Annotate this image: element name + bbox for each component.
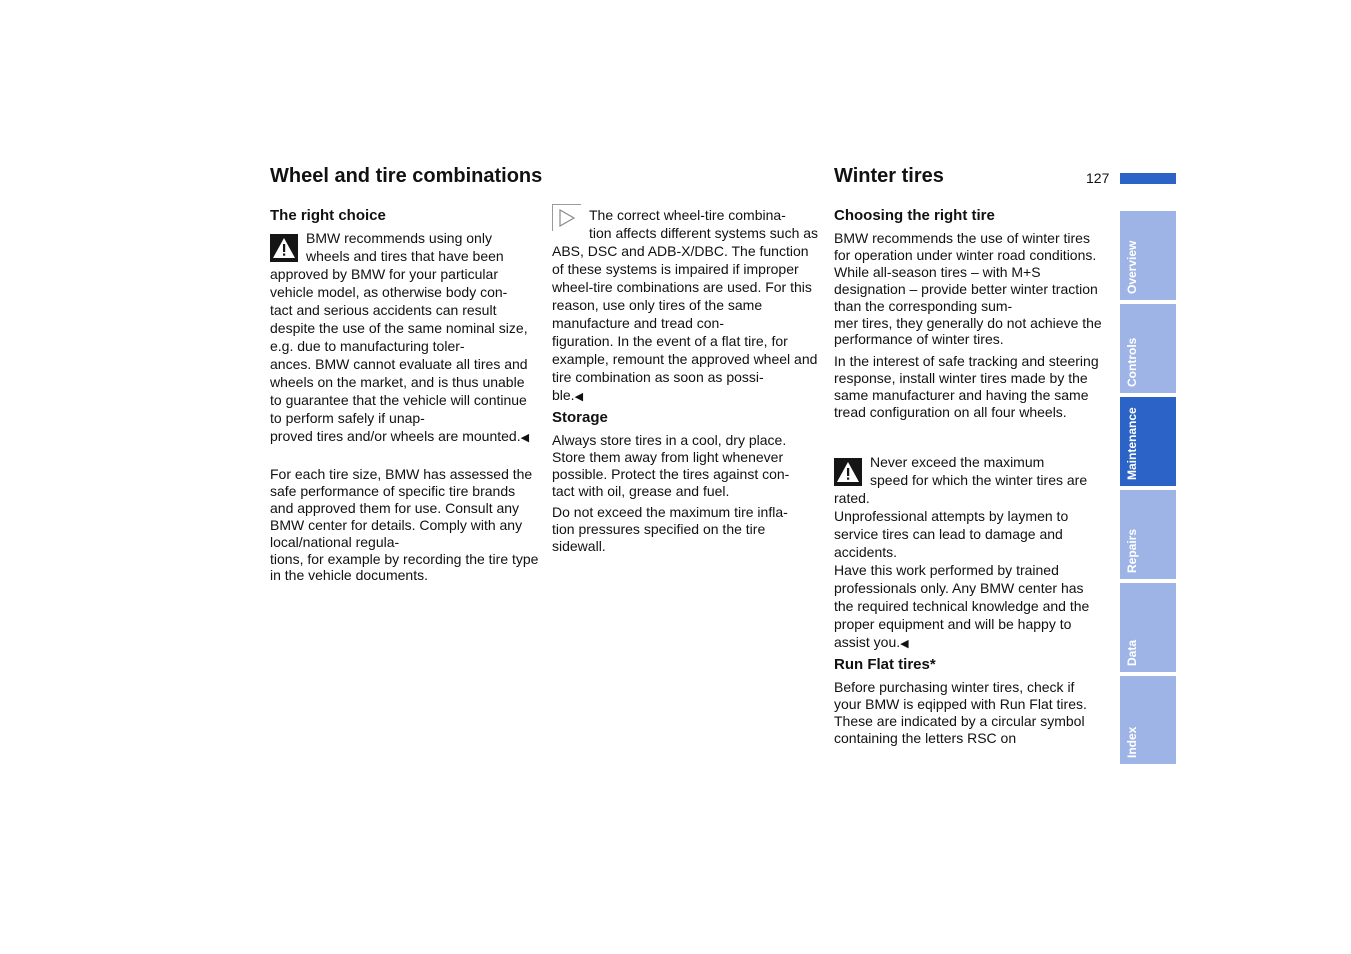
choosing-text-1: BMW recommends the use of winter tires for operation under winter road conditions. While all-season tires – with M+S designation – provide better winter traction than the corresponding sum- mer tires, they generally do not achieve the performance of winter tires. bbox=[834, 230, 1102, 348]
tab-controls[interactable] bbox=[1120, 304, 1176, 393]
end-mark-icon: ◀ bbox=[574, 391, 584, 403]
warning-text-right-choice: BMW recommends using only wheels and tires that have been approved by BMW for your particular vehicle model, as otherwise body con- tact and serious accidents can result despite the use of the same nominal size, e.g. due to manufacturing toler- ances. BMW cannot evaluate all tires and wheels on the market, and is thus unable to guarantee that the vehicle will continue to perform safely if unap- proved tires and/or wheels are mounted.◀ bbox=[270, 230, 530, 444]
end-mark-icon: ◀ bbox=[520, 432, 530, 444]
run-flat-text: Before purchasing winter tires, check if your BMW is eqipped with Run Flat tires. These are indicated by a circular symbol containing the letters RSC on bbox=[834, 679, 1087, 746]
heading-storage: Storage bbox=[552, 409, 608, 426]
note-play-icon bbox=[552, 204, 581, 231]
end-mark-icon: ◀ bbox=[900, 638, 909, 650]
warning-block-winter bbox=[834, 454, 1104, 653]
note-block-wheel-tire bbox=[552, 207, 822, 406]
tab-repairs-label: Repairs bbox=[1125, 528, 1139, 573]
page-number: 127 bbox=[1086, 170, 1110, 186]
tab-data-label: Data bbox=[1125, 639, 1139, 666]
warning-block-right-choice bbox=[270, 230, 540, 447]
choosing-text-2: In the interest of safe tracking and steering response, install winter tires made by the same manufacturer and having the same tread configuration on all four wheels. bbox=[834, 353, 1099, 420]
tab-overview[interactable] bbox=[1120, 211, 1176, 300]
section-title-wheel-tire: Wheel and tire combinations bbox=[270, 165, 543, 187]
warning-icon bbox=[270, 234, 298, 262]
tab-maintenance[interactable] bbox=[1120, 397, 1176, 486]
warning-text-winter: Never exceed the maximum speed for which the winter tires are rated. Unprofessional attempts by laymen to service tires can lead to damage and accidents. Have this work performed by trained professionals only. Any BMW center has the required technical knowledge and the proper equipment and will be happy to assist you.◀ bbox=[834, 454, 1090, 650]
tab-repairs[interactable] bbox=[1120, 490, 1176, 579]
heading-run-flat: Run Flat tires* bbox=[834, 656, 936, 673]
storage-text-2: Do not exceed the maximum tire infla- tion pressures specified on the tire sidewall. bbox=[552, 504, 788, 554]
paragraph-tire-size: For each tire size, BMW has assessed the safe performance of specific tire brands and approved them for use. Consult any BMW center for details. Comply with any local/national regula- tions, for example by recording the tire type in the vehicle documents. bbox=[270, 466, 539, 584]
tab-index[interactable] bbox=[1120, 676, 1176, 764]
tab-index-label: Index bbox=[1125, 726, 1139, 758]
storage-text-1: Always store tires in a cool, dry place. Store them away from light whenever possible. Protect the tires against con- tact with oil, grease and fuel. bbox=[552, 432, 790, 499]
heading-choosing-right-tire: Choosing the right tire bbox=[834, 207, 995, 224]
heading-right-choice: The right choice bbox=[270, 207, 386, 224]
warning-icon bbox=[834, 458, 862, 486]
page-marker-bar bbox=[1120, 173, 1176, 184]
tab-maintenance-label: Maintenance bbox=[1125, 407, 1139, 480]
note-text-wheel-tire: The correct wheel-tire combina- tion affects different systems such as ABS, DSC and ADB-X/DBC. The function of these systems is impaired if improper wheel-tire combinations are used. For this reason, use only tires of the same manufacture and tread con- figuration. In the event of a flat tire, for example, remount the approved wheel and tire combination as soon as possi- ble.◀ bbox=[552, 207, 819, 403]
tab-controls-label: Controls bbox=[1125, 337, 1139, 387]
tab-overview-label: Overview bbox=[1125, 240, 1139, 294]
tab-data[interactable] bbox=[1120, 583, 1176, 672]
section-title-winter-tires: Winter tires bbox=[834, 165, 944, 187]
